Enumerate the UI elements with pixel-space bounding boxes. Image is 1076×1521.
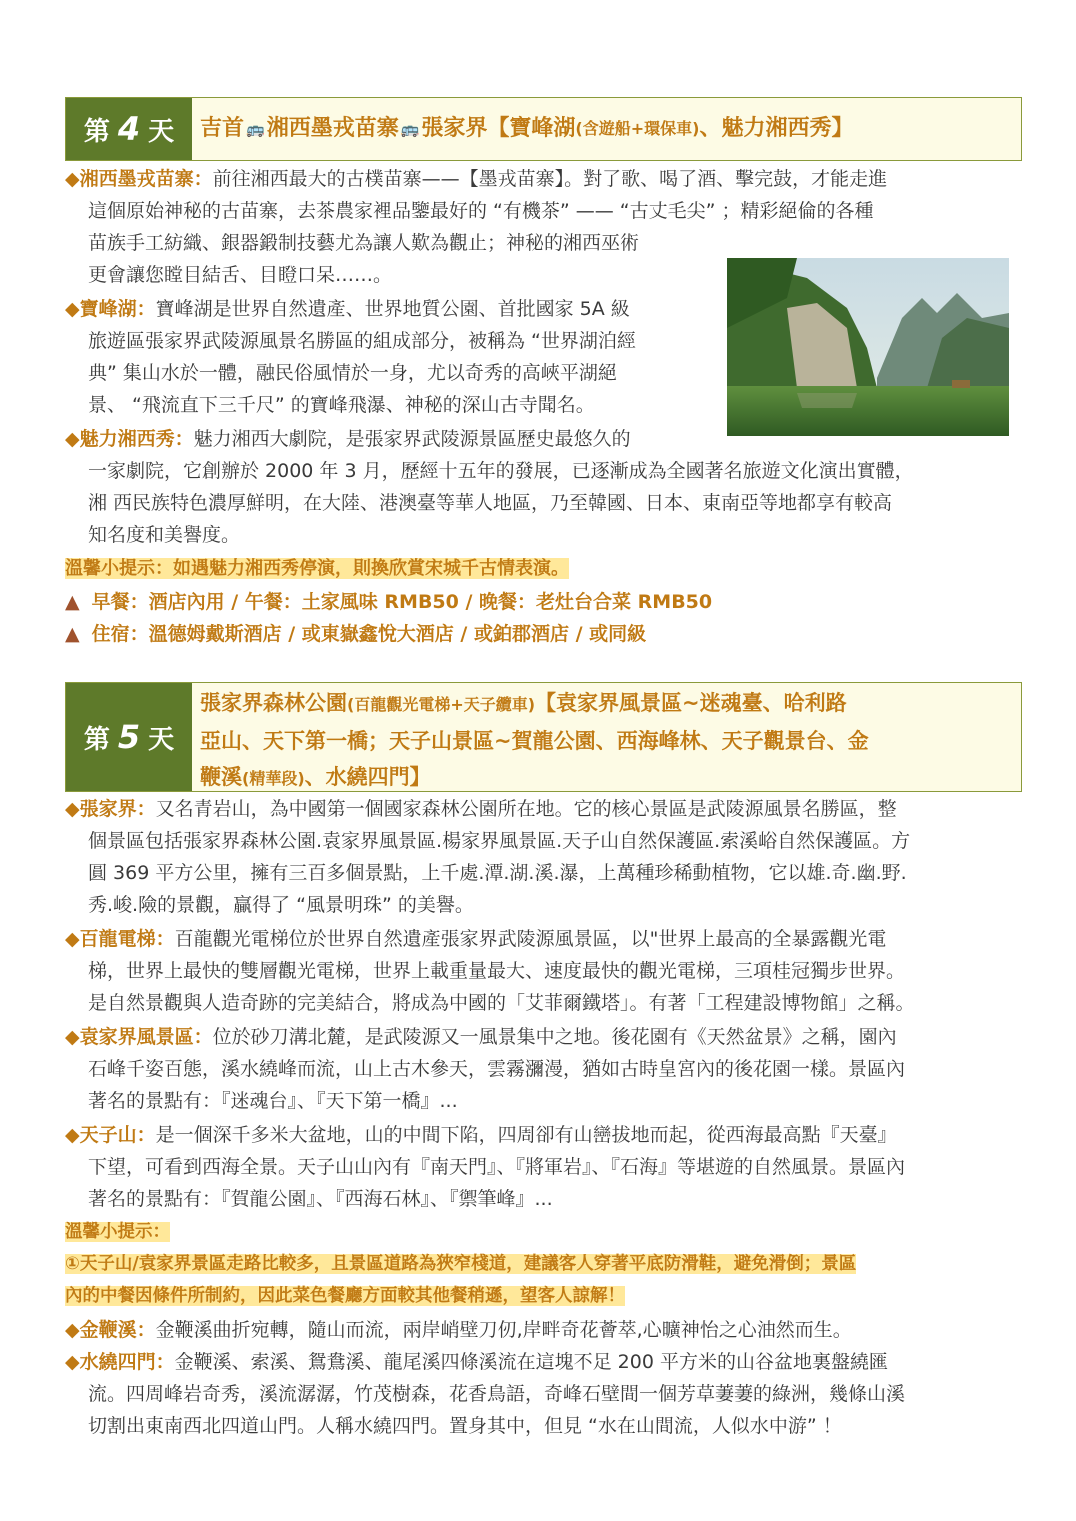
text: 著名的景點有：『賀龍公園』、『西海石林』、『禦筆峰』... <box>88 1188 553 1210</box>
text: 圓 369 平方公里，擁有三百多個景點，上千處.潭.湖.溪.瀑，上萬種珍稀動植物，它以雄.奇.幽.野. <box>88 862 907 884</box>
text: 前往湘西最大的古樸苗寨——【墨戎苗寨】。對了歌、喝了酒、擊完鼓，才能走進 <box>212 168 888 190</box>
tip-line <box>65 1248 856 1280</box>
day5-water-four-gates <box>65 1346 1015 1442</box>
day5-badge <box>66 683 192 791</box>
label: ◆水繞四門： <box>65 1351 175 1373</box>
text: 典” 集山水於一體，融民俗風情於一身，尤以奇秀的高峽平湖絕 <box>88 362 617 384</box>
day5-yuanjiajie <box>65 1021 1015 1117</box>
bus-icon: 🚌 <box>400 120 420 138</box>
day4-title-c: 張家界【寶峰湖 <box>421 116 576 141</box>
label: ◆寶峰湖： <box>65 298 156 320</box>
text: 知名度和美譽度。 <box>88 524 241 546</box>
title-line <box>200 685 1013 723</box>
day4-suffix: 天 <box>148 116 175 147</box>
text: 切割出東南西北四道山門。人稱水繞四門。置身其中，但見 “水在山間流，人似水中游” ！ <box>88 1415 842 1437</box>
label: ◆張家界： <box>65 798 156 820</box>
day4-badge <box>66 98 192 160</box>
line <box>65 793 1015 825</box>
line <box>65 423 1015 455</box>
tip-text: 內的中餐因條件所制約，因此菜色餐廳方面較其他餐稍遜，望客人諒解！ <box>65 1286 625 1306</box>
line <box>65 1021 1015 1053</box>
day4-tip <box>65 553 569 585</box>
text: 位於砂刀溝北麓，是武陵源又一風景集中之地。後花園有《天然盆景》之稱，園內 <box>212 1026 897 1048</box>
meal-text: 早餐：酒店內用 / 午餐：土家風味 RMB50 / 晚餐：老灶台合菜 RMB50 <box>91 591 713 613</box>
text: 這個原始神秘的古苗寨，去茶農家裡品鑒最好的 “有機茶” —— “古丈毛尖” ；精彩絕倫的各種 <box>88 200 874 222</box>
text: 是自然景觀與人造奇跡的完美結合，將成為中國的「艾菲爾鐵塔」。有著「工程建設博物館」之稱。 <box>88 992 915 1014</box>
tip-line <box>65 1216 856 1248</box>
text: 著名的景點有：『迷魂台』、『天下第一橋』... <box>88 1090 458 1112</box>
line <box>65 293 715 325</box>
label: ◆袁家界風景區： <box>65 1026 213 1048</box>
stay-text: 住宿：溫德姆戴斯酒店 / 或東嶽鑫悅大酒店 / 或鉑郡酒店 / 或同級 <box>91 623 647 645</box>
text: 個景區包括張家界森林公園.袁家界風景區.楊家界風景區.天子山自然保護區.索溪峪自然保護區。方 <box>88 830 911 852</box>
text: 秀.峻.險的景觀，贏得了 “風景明珠” 的美譽。 <box>88 894 474 916</box>
tip-title: 溫馨小提示： <box>65 1222 170 1242</box>
tip-text: ①天子山/袁家界景區走路比較多，且景區道路為狹窄棧道，建議客人穿著平底防滑鞋，避免滑倒；景區 <box>65 1254 857 1274</box>
t: 、水繞四門】 <box>304 765 431 789</box>
day5-header <box>65 682 1022 792</box>
day5-title <box>192 683 1021 791</box>
day5-tip <box>65 1216 856 1312</box>
day4-header <box>65 97 1022 161</box>
line <box>65 1346 1015 1378</box>
label: ◆金鞭溪： <box>65 1319 156 1341</box>
day4-title <box>192 98 1021 160</box>
title-line: 亞山、天下第一橋；天子山景區~賀龍公園、西海峰林、天子觀景台、金 <box>200 729 869 753</box>
text: 下望，可看到西海全景。天子山山內有『南天門』、『將軍岩』、『石海』等堪遊的自然風景。景區內 <box>88 1156 906 1178</box>
label: ◆魅力湘西秀： <box>65 428 194 450</box>
day4-title-d: 、魅力湘西秀】 <box>699 116 854 141</box>
label: ◆百龍電梯： <box>65 928 175 950</box>
text: 苗族手工紡織、銀器鍛制技藝尤為讓人歎為觀止；神秘的湘西巫術 <box>88 232 640 254</box>
text: 景、 “飛流直下三千尺” 的寶峰飛瀑、神秘的深山古寺聞名。 <box>88 394 595 416</box>
text: 湘 西民族特色濃厚鮮明，在大陸、港澳臺等華人地區，乃至韓國、日本、東南亞等地都享有較高 <box>88 492 893 514</box>
day5-golden-whip-stream <box>65 1314 1015 1346</box>
text: 金鞭溪曲折宛轉，隨山而流，兩岸峭壁刀仞,岸畔奇花薈萃,心曠神怡之心油然而生。 <box>155 1319 852 1341</box>
text: 旅遊區張家界武陵源風景名勝區的組成部分，被稱為 “世界湖泊經 <box>88 330 636 352</box>
text: 石峰千姿百態，溪水繞峰而流，山上古木參天，雲霧瀰漫，猶如古時皇宮內的後花園一樣。景區內 <box>88 1058 906 1080</box>
day4-baofeng-lake <box>65 293 715 421</box>
day4-title-b: 湘西墨戎苗寨 <box>266 116 399 141</box>
day5-tianzi-mountain <box>65 1119 1015 1215</box>
lake-scene-image <box>727 258 1009 436</box>
tip-line <box>65 1280 856 1312</box>
t: 張家界森林公園 <box>200 691 347 715</box>
t: (精華段) <box>242 769 305 788</box>
text: 是一個深千多米大盆地，山的中間下陷，四周卻有山巒拔地而起，從西海最高點『天臺』 <box>155 1124 897 1146</box>
text: 一家劇院，它創辦於 2000 年 3 月，歷經十五年的發展，已逐漸成為全國著名旅遊文化演出實體， <box>88 460 914 482</box>
day5-number: 5 <box>117 718 141 756</box>
text: 金鞭溪、索溪、鴛鴦溪、龍尾溪四條溪流在這塊不足 200 平方米的山谷盆地裏盤繞匯 <box>174 1351 888 1373</box>
t: 鞭溪 <box>200 765 242 789</box>
text: 梯，世界上最快的雙層觀光電梯，世界上載重量最大、速度最快的觀光電梯，三項桂冠獨步世界。 <box>88 960 906 982</box>
label: ◆天子山： <box>65 1124 156 1146</box>
day4-title-small: (含遊船+環保車) <box>575 119 700 138</box>
day4-accommodation <box>65 618 646 650</box>
line <box>65 1314 1015 1346</box>
title-line <box>200 759 1013 797</box>
text: 魅力湘西大劇院，是張家界武陵源景區歷史最悠久的 <box>193 428 631 450</box>
t: 【袁家界風景區~迷魂臺、哈利路 <box>535 691 847 715</box>
baofeng-lake-photo <box>727 258 1009 436</box>
line <box>65 163 1015 195</box>
tip-text: 溫馨小提示：如遇魅力湘西秀停演，則換欣賞宋城千古情表演。 <box>65 558 569 579</box>
day4-prefix: 第 <box>83 116 110 147</box>
label: ◆湘西墨戎苗寨： <box>65 168 213 190</box>
day5-prefix: 第 <box>83 724 110 755</box>
triangle-icon: ▲ <box>65 623 80 645</box>
text: 百龍觀光電梯位於世界自然遺產張家界武陵源風景區，以"世界上最高的全暴露觀光電 <box>174 928 887 950</box>
day5-suffix: 天 <box>148 724 175 755</box>
bus-icon: 🚌 <box>246 120 265 138</box>
text: 寶峰湖是世界自然遺產、世界地質公園、首批國家 5A 級 <box>155 298 630 320</box>
day5-bailong-elevator <box>65 923 1015 1019</box>
day5-zhangjiajie <box>65 793 1015 921</box>
day4-number: 4 <box>117 110 141 148</box>
text: 流。四周峰岩奇秀，溪流潺潺，竹茂樹森，花香鳥語，奇峰石壁間一個芳草萋萋的綠洲，幾條山溪 <box>88 1383 906 1405</box>
line <box>65 1119 1015 1151</box>
t: (百龍觀光電梯+天子纜車) <box>347 695 536 714</box>
text: 更會讓您瞠目結舌、目瞪口呆……。 <box>88 264 393 286</box>
text: 又名青岩山，為中國第一個國家森林公園所在地。它的核心景區是武陵源風景名勝區，整 <box>155 798 897 820</box>
triangle-icon: ▲ <box>65 591 80 613</box>
day4-meals <box>65 586 712 618</box>
line <box>65 923 1015 955</box>
day4-charming-xiangxi-show <box>65 423 1015 551</box>
day4-title-a: 吉首 <box>200 116 245 141</box>
